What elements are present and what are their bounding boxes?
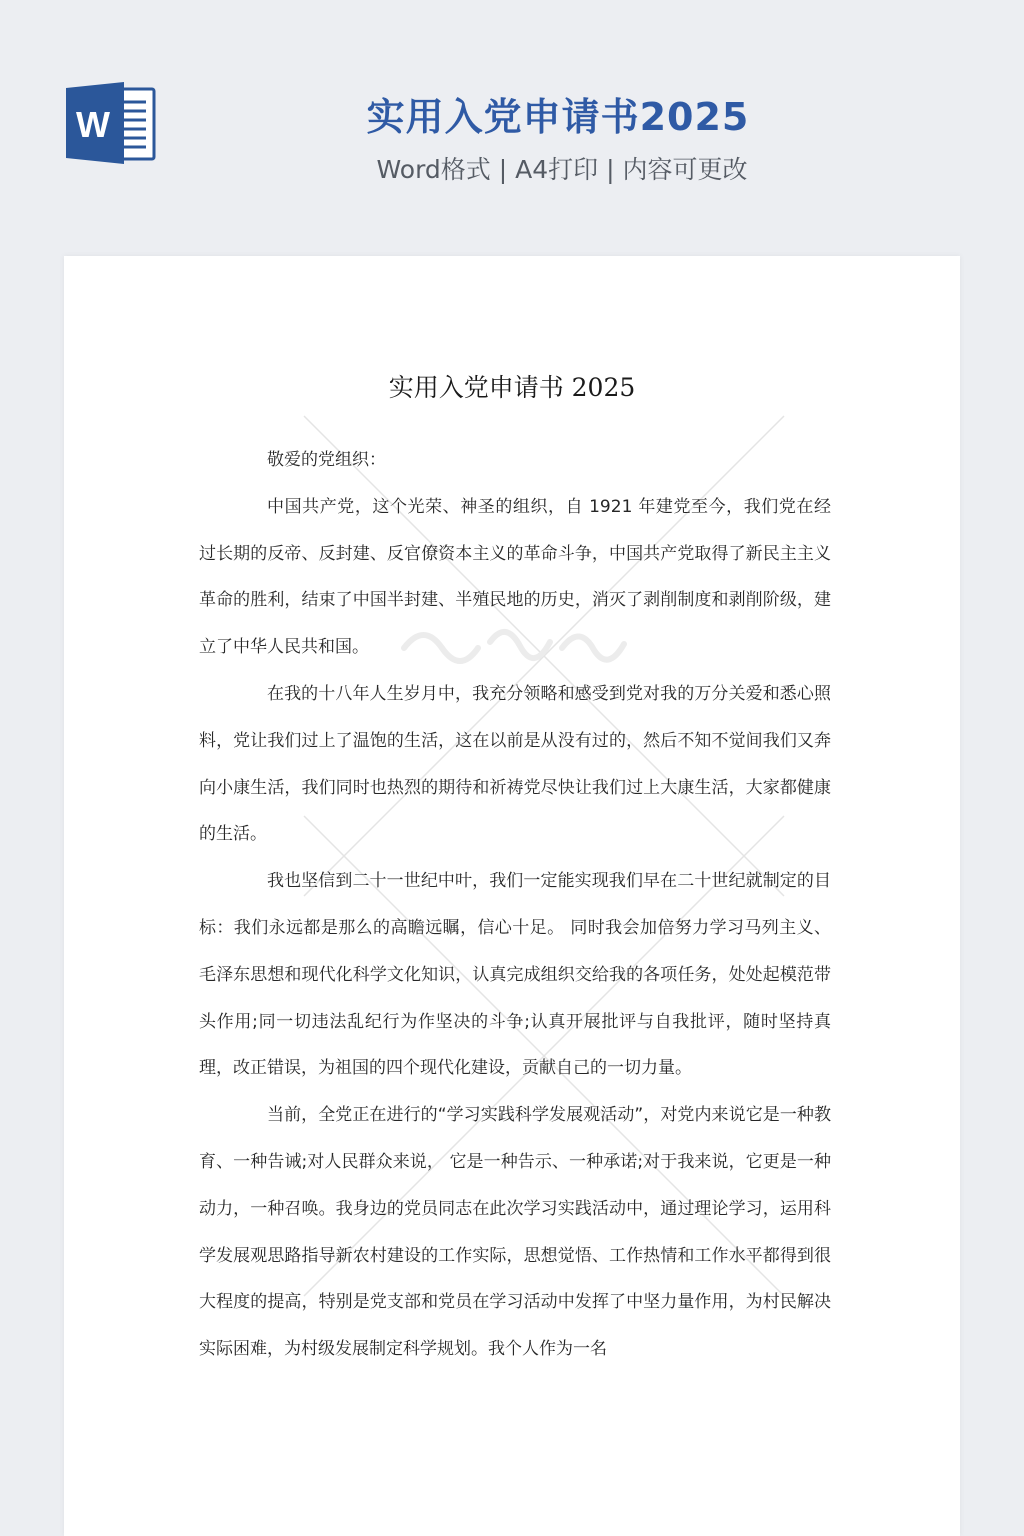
salutation: 敬爱的党组织： <box>267 450 386 470</box>
document-title: 实用入党申请书 2025 <box>388 373 636 402</box>
document-body <box>199 437 831 1373</box>
svg-text:W: W <box>76 104 110 145</box>
header-title: 实用入党申请书2025 <box>366 95 750 139</box>
body-paragraph: 当前，全党正在进行的“学习实践科学发展观活动”，对党内来说它是一种教育、一种告诫;对人民群众来说， 它是一种告示、一种承诺;对于我来说，它更是一种动力，一种召唤。我身边的党员同志在此次学习实践活动中，通过理论学习，运用科学发展观思路指导新农村建设的工作实际，思想觉悟、工作热情和工作水平都得到很大程度的提高，特别是党支部和党员在学习活动中发挥了中坚力量作用，为村民解决实际困难，为村级发展制定科学规划。我个人作为一名 <box>199 1105 831 1360</box>
page-header <box>0 0 1024 256</box>
document-page <box>64 256 960 1536</box>
body-paragraph: 中国共产党，这个光荣、神圣的组织，自 1921 年建党至今，我们党在经过长期的反帝、反封建、反官僚资本主义的革命斗争，中国共产党取得了新民主主义革命的胜利，结束了中国半封建、半殖民地的历史，消灭了剥削制度和剥削阶级，建立了中华人民共和国。 <box>199 496 831 658</box>
header-subtitle: Word格式 | A4打印 | 内容可更改 <box>376 155 748 184</box>
body-paragraph: 我也坚信到二十一世纪中叶，我们一定能实现我们早在二十世纪就制定的目标：我们永远都是那么的高瞻远瞩，信心十足。 同时我会加倍努力学习马列主义、毛泽东思想和现代化科学文化知识，认真完成组织交给我的各项任务，处处起模范带头作用;同一切违法乱纪行为作坚决的斗争;认真开展批评与自我批评，随时坚持真理，改正错误，为祖国的四个现代化建设，贡献自己的一切力量。 <box>199 871 831 1079</box>
body-paragraph: 在我的十八年人生岁月中，我充分领略和感受到党对我的万分关爱和悉心照料，党让我们过上了温饱的生活，这在以前是从没有过的，然后不知不觉间我们又奔向小康生活，我们同时也热烈的期待和祈祷党尽快让我们过上大康生活，大家都健康的生活。 <box>199 683 831 845</box>
